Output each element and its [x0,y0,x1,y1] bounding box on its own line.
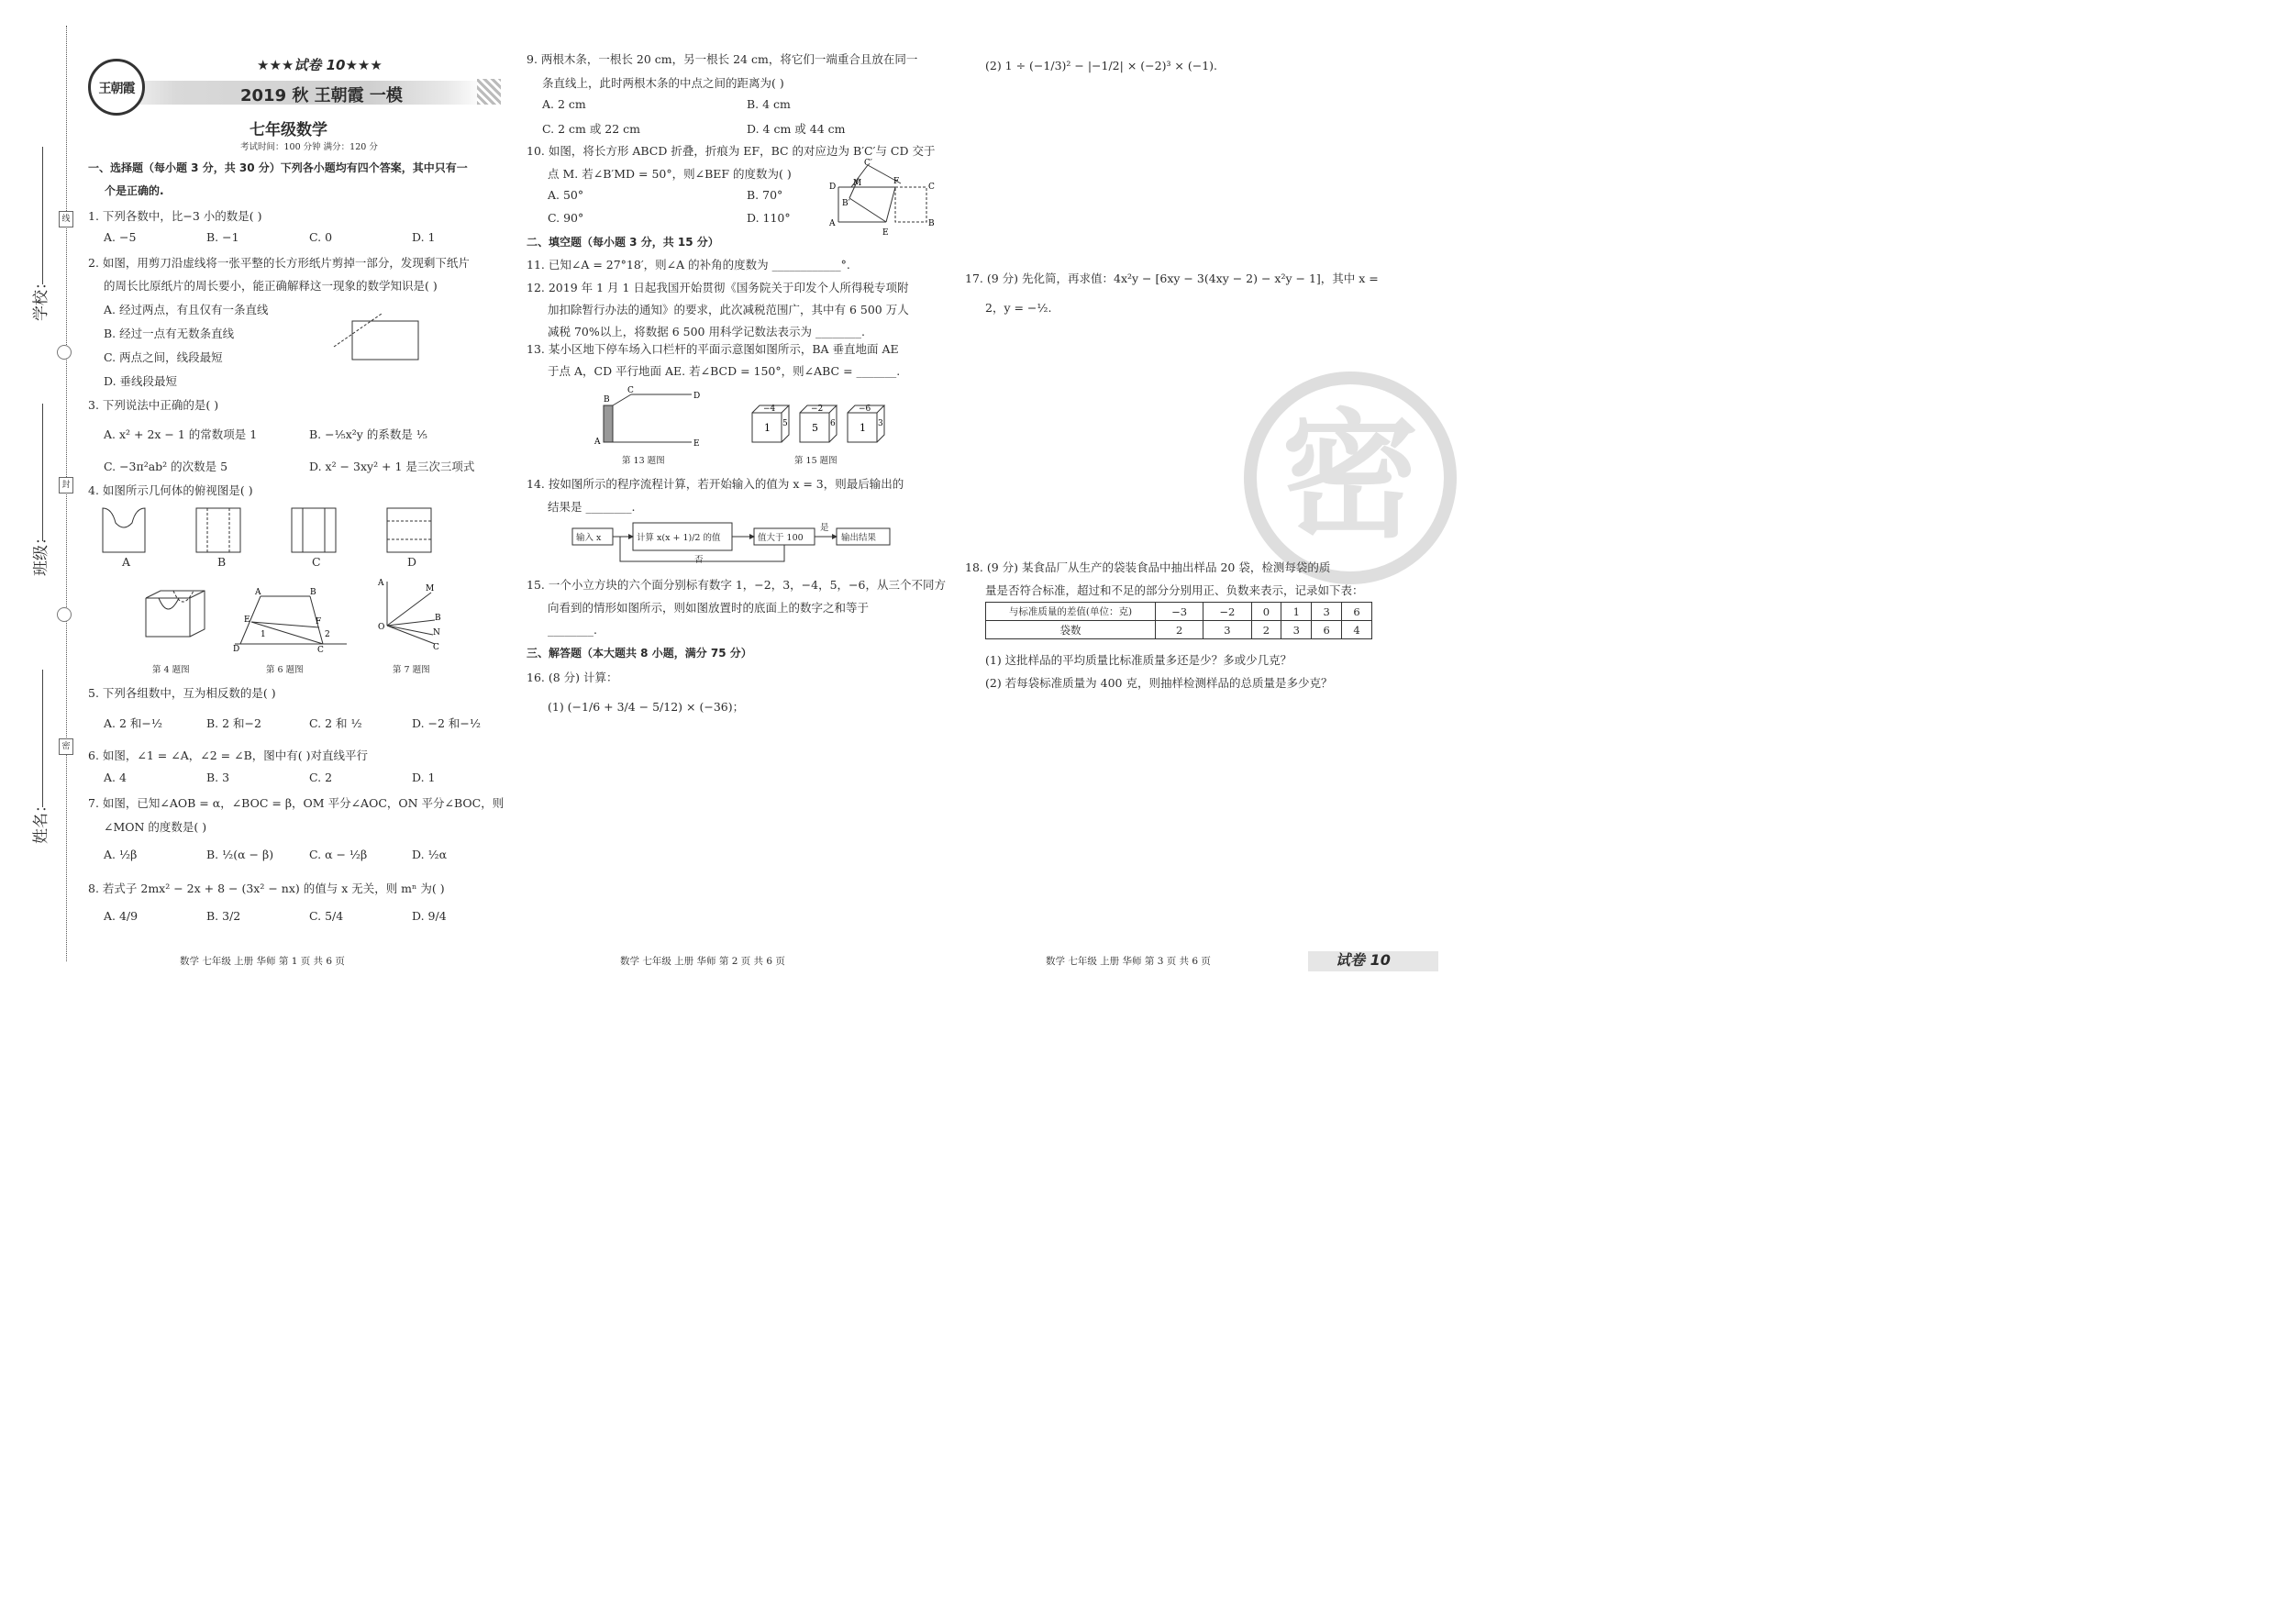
q8-stem: 8. 若式子 2mx² − 2x + 8 − (3x² − nx) 的值与 x 无关，则 mⁿ 为( ) [88,882,445,895]
table-cell: 6 [1312,621,1342,639]
q6-option-c[interactable]: C. 2 [309,771,333,784]
q4-option-b[interactable]: B [217,555,227,569]
q5-option-c[interactable]: C. 2 和 ½ [309,716,362,730]
page-title: 2019 秋 王朝霞 一模 [240,86,403,105]
svg-text:C′: C′ [864,159,872,168]
cube-view [752,405,789,442]
q16-stem: 16. (8 分) 计算： [527,671,618,684]
footer-page-2: 数学 七年级 上册 华师 第 2 页 共 6 页 [620,956,785,967]
table-cell: 4 [1342,621,1372,639]
exam-info: 考试时间：100 分钟 满分：120 分 [240,142,378,152]
flow-condition: 值大于 100 [758,533,804,543]
table-row [986,621,1372,639]
brand-logo [88,59,145,116]
table-cell: 3 [1312,603,1342,621]
q2-option-d[interactable]: D. 垂线段最短 [104,374,178,388]
svg-text:B: B [310,588,316,597]
q14-line1: 14. 按如图所示的程序流程计算，若开始输入的值为 x = 3，则最后输出的 [527,477,904,491]
q4-option-a[interactable]: A [122,555,131,569]
q17-line2: 2，y = −½. [985,301,1052,315]
table-cell: 6 [1342,603,1372,621]
binding-hole-icon [57,345,72,360]
q3-stem: 3. 下列说法中正确的是( ) [88,398,219,412]
table-head-cell: 袋数 [986,621,1156,639]
cube-face-right: 5 [782,419,788,428]
q1-option-b[interactable]: B. −1 [206,230,239,244]
q3-option-b[interactable]: B. −⅕x²y 的系数是 ⅕ [309,427,427,441]
q14-flowchart [569,519,899,567]
q7-stem-line2: ∠MON 的度数是( ) [104,820,207,834]
svg-text:A: A [378,579,384,588]
q18-table [985,602,1372,639]
cube-face-top: −2 [811,405,824,414]
svg-text:D: D [693,392,701,401]
q7-option-a[interactable]: A. ½β [104,848,138,861]
table-cell: 3 [1203,621,1251,639]
section-fill: 二、填空题（每小题 3 分，共 15 分） [527,236,719,249]
svg-text:C: C [433,643,439,651]
q8-option-a[interactable]: A. 4/9 [104,909,139,923]
figcap-15: 第 15 题图 [794,456,837,466]
figcap-7: 第 7 题图 [393,665,430,675]
svg-text:B: B [604,395,610,405]
q10-option-d[interactable]: D. 110° [747,211,791,225]
q7-option-c[interactable]: C. α − ½β [309,848,368,861]
q13-line1: 13. 某小区地下停车场入口栏杆的平面示意图如图所示，BA 垂直地面 AE [527,342,899,356]
flow-input: 输入 x [576,533,602,543]
q4-stem: 4. 如图所示几何体的俯视图是( ) [88,483,253,497]
cube-view [800,405,837,442]
q3-option-c[interactable]: C. −3π²ab² 的次数是 5 [104,460,228,473]
q1-stem: 1. 下列各数中，比−3 小的数是( ) [88,209,262,223]
q7-figure [374,578,444,651]
brand-logo-text: 王朝霞 [98,82,135,96]
q5-stem: 5. 下列各组数中，互为相反数的是( ) [88,686,276,700]
q6-option-a[interactable]: A. 4 [104,771,127,784]
svg-text:N: N [433,628,440,638]
q4-solid-figure [142,587,208,642]
q1-option-d[interactable]: D. 1 [412,230,436,244]
figcap-6: 第 6 题图 [266,665,304,675]
q18-sub1: (1) 这批样品的平均质量比标准质量多还是少？多或少几克？ [985,653,1292,667]
q18-line1: 18. (9 分) 某食品厂从生产的袋装食品中抽出样品 20 袋，检测每袋的质 [965,560,1331,574]
cube-view [848,405,884,442]
table-cell: 0 [1251,603,1281,621]
svg-text:F: F [316,617,322,627]
q6-option-b[interactable]: B. 3 [206,771,230,784]
q5-option-b[interactable]: B. 2 和−2 [206,716,261,730]
cube-face-right: 6 [830,419,836,428]
flow-no: 否 [694,555,704,565]
q12-line3: 减税 70%以上，将数据 6 500 用科学记数法表示为 ________. [548,325,865,338]
q4-options-figure [99,505,438,556]
svg-text:O: O [378,623,385,632]
section-choice-cont: 个是正确的. [105,184,164,197]
q2-stem-line2: 的周长比原纸片的周长要小，能正确解释这一现象的数学知识是( ) [104,279,438,293]
svg-text:B: B [928,219,935,228]
svg-text:2: 2 [325,630,330,639]
paper-tag: ★★★试卷 10★★★ [257,57,383,73]
q9-option-c[interactable]: C. 2 cm 或 22 cm [542,122,641,136]
section-choice: 一、选择题（每小题 3 分，共 30 分）下列各小题均有四个答案，其中只有一 [88,161,468,174]
svg-text:B′: B′ [842,199,850,208]
watermark-seal [1244,372,1457,584]
svg-text:C: C [928,183,935,192]
cube-face-front: 5 [812,422,818,434]
cube-face-right: 3 [878,419,883,428]
svg-text:M: M [853,179,862,188]
svg-text:D: D [829,183,837,192]
q2-stem-line1: 2. 如图，用剪刀沿虚线将一张平整的长方形纸片剪掉一部分，发现剩下纸片 [88,256,470,270]
name-label: 姓名： [32,797,50,844]
q7-option-b[interactable]: B. ½(α − β) [206,848,274,861]
table-cell: −3 [1156,603,1203,621]
seal-char-feng: 封 [59,477,73,494]
seal-char-mi: 密 [59,738,73,755]
q15-line2: 向看到的情形如图所示，则如图放置时的底面上的数字之和等于 [548,601,870,615]
svg-text:E: E [882,228,889,238]
q7-option-d[interactable]: D. ½α [412,848,448,861]
q10-stem-line1: 10. 如图，将长方形 ABCD 折叠，折痕为 EF，BC 的对应边为 B′C′与 CD 交于 [527,144,936,158]
q3-option-d[interactable]: D. x² − 3xy² + 1 是三次三项式 [309,460,475,473]
q2-option-c[interactable]: C. 两点之间，线段最短 [104,350,223,364]
q13-figure [591,385,712,449]
svg-text:1: 1 [261,630,266,639]
table-cell: 1 [1281,603,1312,621]
q9-option-b[interactable]: B. 4 cm [747,97,791,111]
svg-text:C: C [627,386,634,395]
q6-option-d[interactable]: D. 1 [412,771,436,784]
q8-option-d[interactable]: D. 9/4 [412,909,447,923]
table-cell: 2 [1156,621,1203,639]
figcap-4: 第 4 题图 [152,665,190,675]
q5-option-a[interactable]: A. 2 和−½ [104,716,162,730]
q6-stem: 6. 如图，∠1 = ∠A，∠2 = ∠B，图中有( )对直线平行 [88,749,368,762]
q8-option-c[interactable]: C. 5/4 [309,909,344,923]
q17-line1: 17. (9 分) 先化简，再求值：4x²y − [6xy − 3(4xy − 2) − x²y − 1]，其中 x = [965,272,1379,285]
flow-yes: 是 [820,523,829,533]
q9-stem-line1: 9. 两根木条，一根长 20 cm，另一根长 24 cm，将它们一端重合且放在同一 [527,52,918,66]
q15-cubes-figure [749,400,895,449]
footer-paper-tag: 试卷 10 [1336,951,1391,969]
q8-option-b[interactable]: B. 3/2 [206,909,241,923]
svg-text:D: D [233,645,240,653]
q10-option-b[interactable]: B. 70° [747,188,783,202]
subject-title: 七年级数学 [250,121,327,139]
q15-line3: ________. [548,623,597,637]
watermark-char: 密 [1281,395,1419,557]
q9-option-a[interactable]: A. 2 cm [542,97,586,111]
q12-line1: 12. 2019 年 1 月 1 日起我国开始贯彻《国务院关于印发个人所得税专项附 [527,281,909,294]
svg-text:E: E [693,439,700,449]
q16-part2: (2) 1 ÷ (−1/3)² − |−1/2| × (−2)³ × (−1). [985,59,1218,72]
q11-text: 11. 已知∠A = 27°18′，则∠A 的补角的度数为 ____________°. [527,258,850,272]
q13-line2: 于点 A，CD 平行地面 AE. 若∠BCD = 150°，则∠ABC = _______. [548,364,901,378]
cube-face-top: −6 [859,405,871,414]
q18-line2: 量是否符合标准，超过和不足的部分分别用正、负数来表示，记录如下表： [985,583,1364,597]
q1-option-a[interactable]: A. −5 [104,230,137,244]
q10-figure [826,158,939,238]
q7-stem-line1: 7. 如图，已知∠AOB = α，∠BOC = β，OM 平分∠AOC，ON 平分∠BOC，则 [88,796,505,810]
q10-stem-line2: 点 M. 若∠B′MD = 50°，则∠BEF 的度数为( ) [548,167,792,181]
q2-figure [328,310,424,365]
svg-text:A: A [829,219,836,228]
svg-text:M: M [426,584,435,593]
q10-option-a[interactable]: A. 50° [548,188,584,202]
school-label: 学校： [32,274,50,321]
cube-face-front: 1 [764,422,771,434]
table-cell: 3 [1281,621,1312,639]
table-cell: −2 [1203,603,1251,621]
footer-page-1: 数学 七年级 上册 华师 第 1 页 共 6 页 [180,956,345,967]
q4-option-c[interactable]: C [312,555,321,569]
table-head-cell: 与标准质量的差值(单位：克) [986,603,1156,621]
svg-text:C: C [317,646,324,653]
binding-hole-icon [57,607,72,622]
q14-line2: 结果是 ________. [548,500,636,514]
q4-option-d[interactable]: D [407,555,417,569]
figcap-13: 第 13 题图 [622,456,665,466]
header-pattern [477,79,501,105]
q9-stem-line2: 条直线上，此时两根木条的中点之间的距离为( ) [542,76,784,90]
name-write-line[interactable] [42,670,43,807]
q1-option-c[interactable]: C. 0 [309,230,333,244]
q5-option-d[interactable]: D. −2 和−½ [412,716,482,730]
svg-text:F: F [893,177,900,186]
class-label: 班级： [32,529,50,576]
q3-option-a[interactable]: A. x² + 2x − 1 的常数项是 1 [104,427,258,441]
q16-part1: (1) (−1/6 + 3/4 − 5/12) × (−36)； [548,700,745,714]
q10-option-c[interactable]: C. 90° [548,211,584,225]
table-cell: 2 [1251,621,1281,639]
svg-text:E: E [244,616,250,625]
svg-text:A: A [255,588,261,597]
table-row [986,603,1372,621]
binding-dotted-line [66,26,67,961]
q15-line1: 15. 一个小立方块的六个面分别标有数字 1，−2，3，−4，5，−6，从三个不同方 [527,578,946,592]
svg-text:A: A [594,438,601,447]
flow-calc: 计算 x(x + 1)/2 的值 [637,533,721,543]
school-write-line[interactable] [42,147,43,284]
q2-option-a[interactable]: A. 经过两点，有且仅有一条直线 [104,303,269,316]
section-solve: 三、解答题（本大题共 8 小题，满分 75 分） [527,647,752,660]
q2-option-b[interactable]: B. 经过一点有无数条直线 [104,327,235,340]
flow-output: 输出结果 [841,533,877,543]
q9-option-d[interactable]: D. 4 cm 或 44 cm [747,122,846,136]
footer-page-3: 数学 七年级 上册 华师 第 3 页 共 6 页 [1046,956,1211,967]
q6-figure [231,587,349,653]
cube-face-top: −4 [763,405,776,414]
cube-face-front: 1 [860,422,866,434]
svg-text:B: B [435,614,441,623]
seal-char-xian: 线 [59,211,73,227]
q18-sub2: (2) 若每袋标准质量为 400 克，则抽样检测样品的总质量是多少克？ [985,676,1333,690]
q12-line2: 加扣除暂行办法的通知》的要求，此次减税范围广，其中有 6 500 万人 [548,303,909,316]
class-write-line[interactable] [42,404,43,541]
